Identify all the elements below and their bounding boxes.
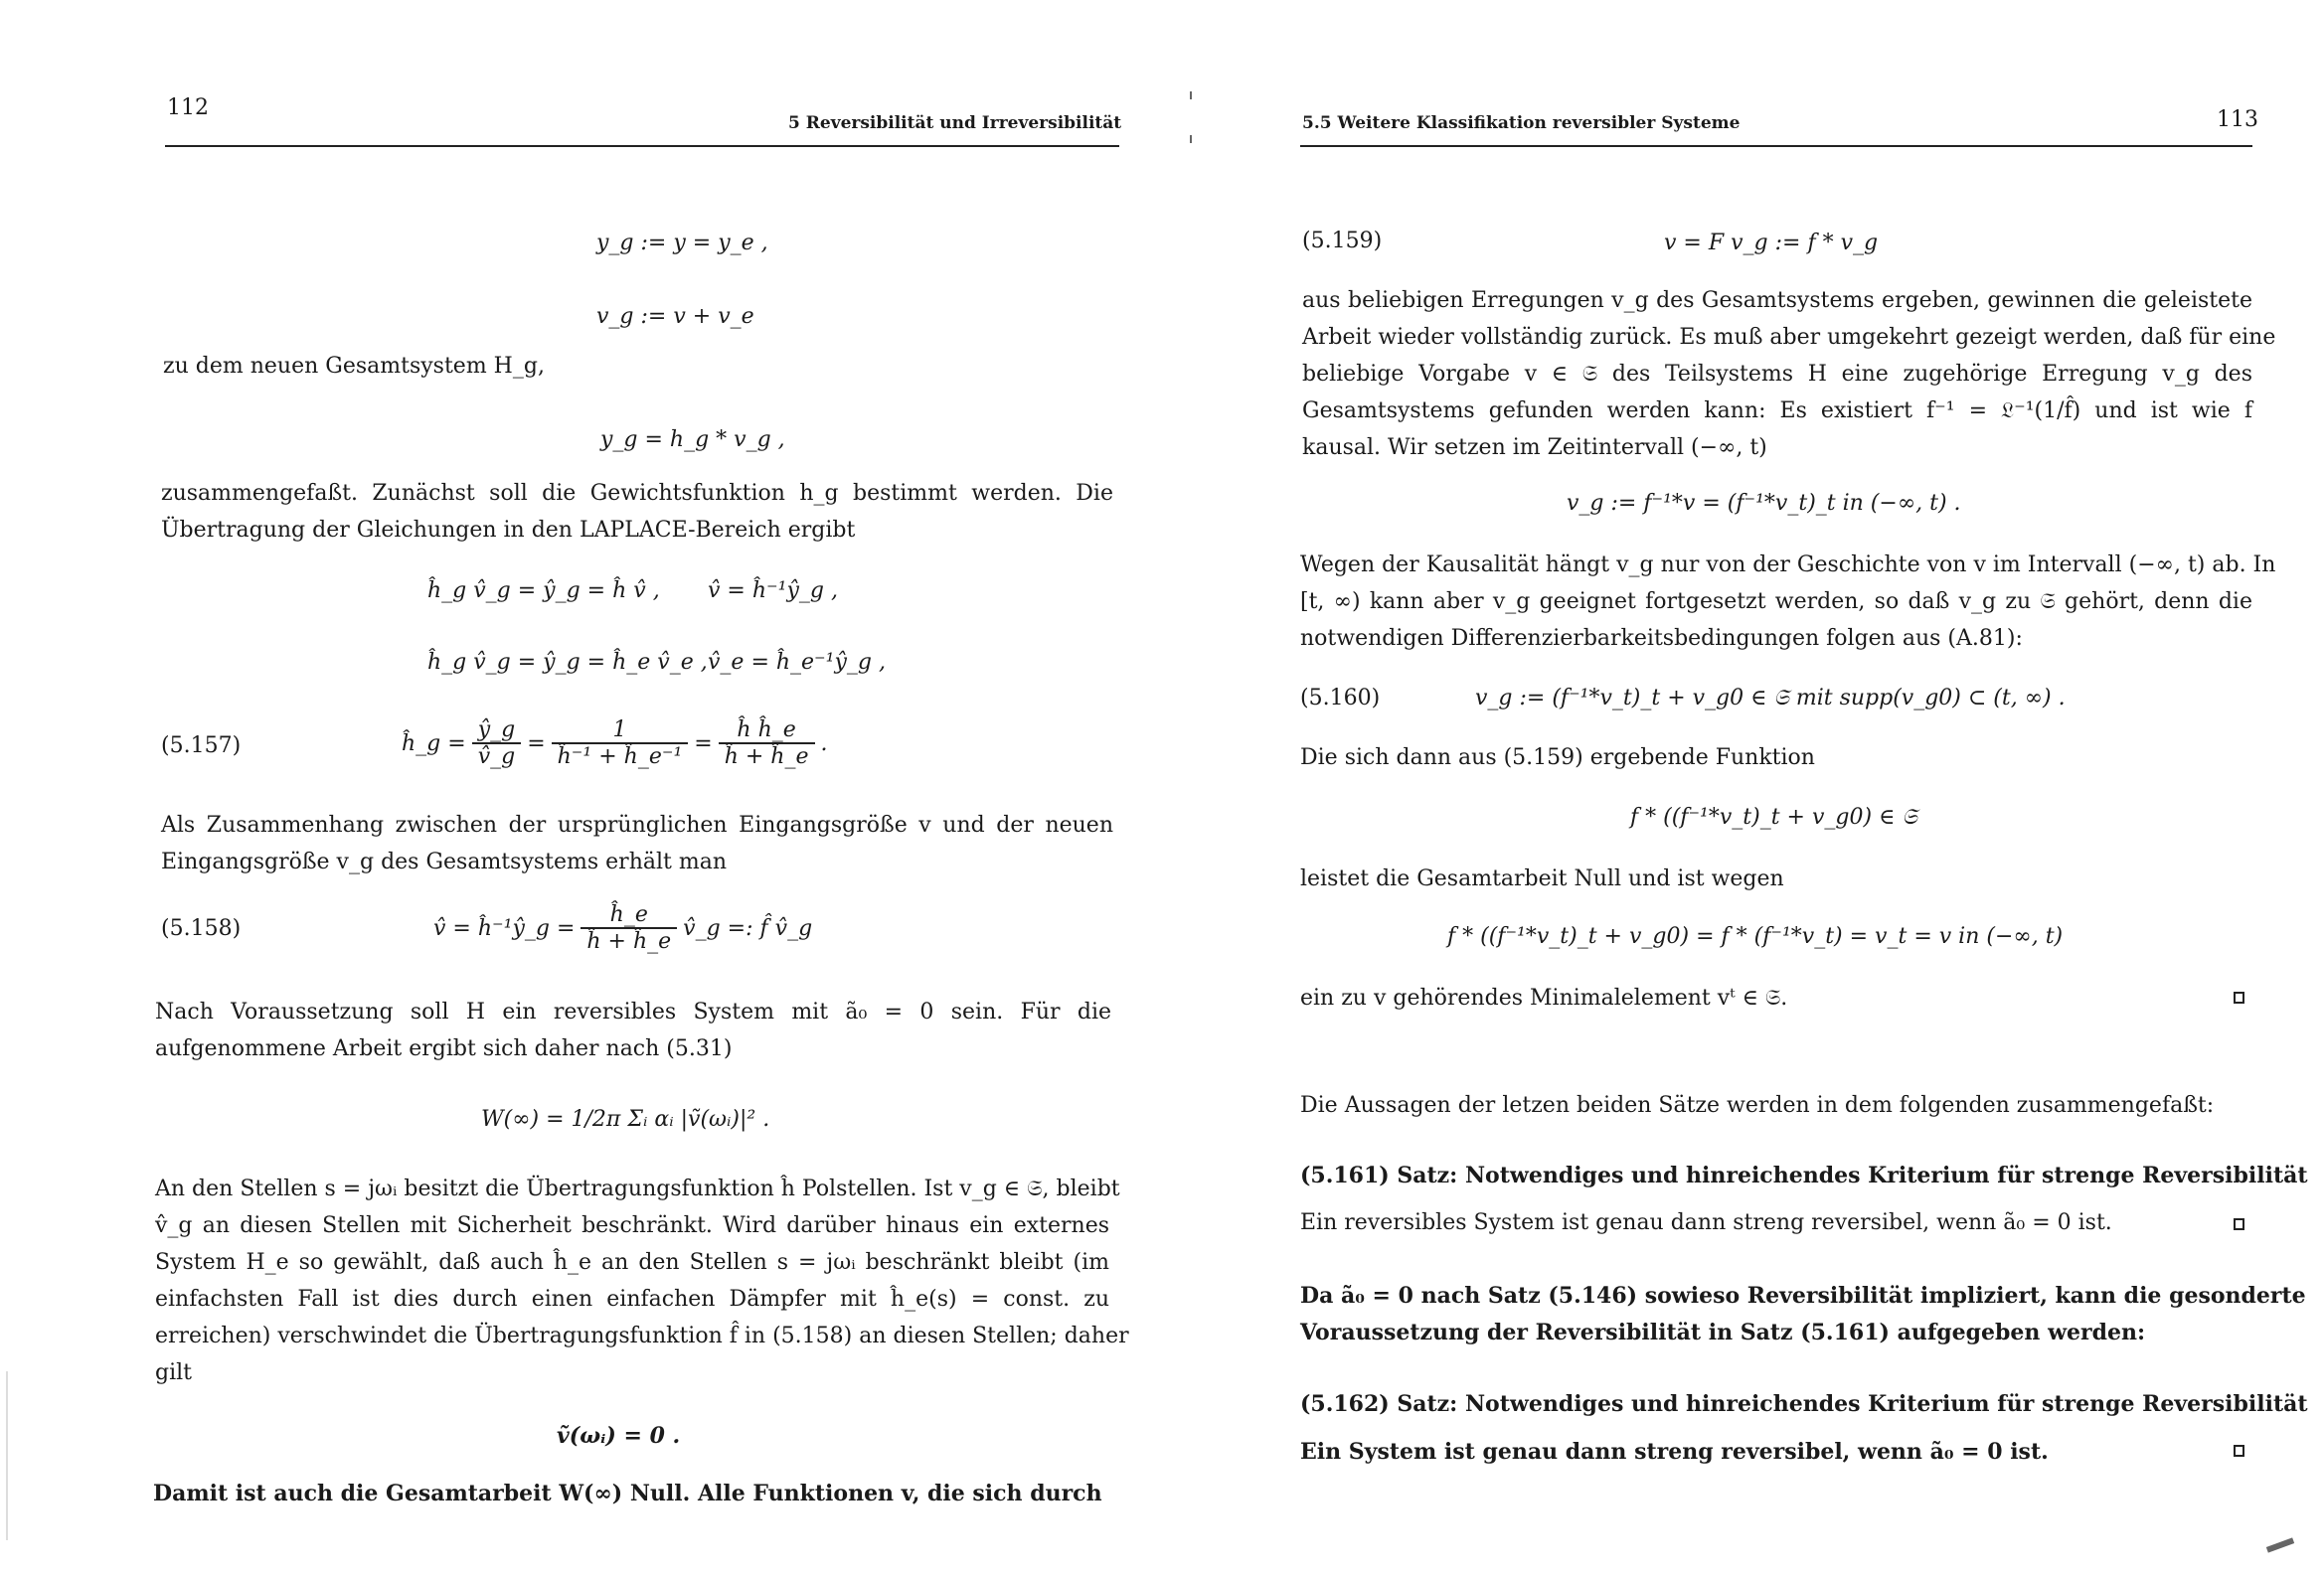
fraction (552, 717, 689, 769)
fraction-denominator: v̂_g (472, 742, 522, 769)
paragraph-erregungen (1302, 282, 2276, 466)
paragraph-line: Als Zusammenhang zwischen der ursprünglichen Eingangsgröße v und der neuen (161, 813, 1113, 838)
page-number: 112 (167, 95, 209, 120)
equation-laplace-2a: ĥ_g v̂_g = ŷ_g = ĥ_e v̂_e , (427, 650, 708, 675)
fraction (472, 717, 522, 769)
paragraph-line: Eingangsgröße v_g des Gesamtsystems erhält man (161, 850, 728, 874)
paragraph-line: kausal. Wir setzen im Zeitintervall (−∞, t) (1302, 435, 1767, 460)
running-head: 5.5 Weitere Klassifikation reversibler Systeme (1302, 113, 1741, 133)
fraction (581, 902, 677, 954)
equation-f-convolution: f * ((f⁻¹*v_t)_t + v_g0) ∈ 𝔖 (1630, 805, 1917, 830)
equation-5158 (433, 902, 812, 954)
paragraph-line: System H_e so gewählt, daß auch ĥ_e an den Stellen s = jωᵢ beschränkt bleibt (im (155, 1250, 1109, 1275)
paragraph-line: zusammengefaßt. Zunächst soll die Gewichtsfunktion h_g bestimmt werden. Die (161, 481, 1113, 506)
paragraph-line: Voraussetzung der Reversibilität in Satz (5.161) aufgegeben werden: (1300, 1320, 2146, 1345)
text-funktion: Die sich dann aus (5.159) ergebende Funktion (1300, 745, 1815, 770)
paragraph-line: beliebige Vorgabe v ∈ 𝔖 des Teilsystems H eine zugehörige Erregung v_g des (1302, 362, 2252, 387)
paragraph-line: v̂_g an diesen Stellen mit Sicherheit beschränkt. Wird darüber hinaus ein externes (155, 1213, 1109, 1238)
paragraph-reversibilitaet (1300, 1278, 2306, 1351)
fraction (719, 717, 815, 769)
paragraph-zusammenhang (161, 807, 1113, 880)
equation-5158-rhs: v̂_g =: f̂ v̂_g (683, 915, 813, 941)
page-number: 113 (2217, 107, 2258, 132)
qed-square-icon (2234, 992, 2244, 1004)
equation-5157-lhs: ĥ_g = (402, 730, 466, 756)
equation-label-5158: (5.158) (161, 916, 242, 941)
equation-laplace-1a: ĥ_g v̂_g = ŷ_g = ĥ v̂ , (427, 578, 660, 603)
theorem-heading-5161: (5.161) Satz: Notwendiges und hinreichendes Kriterium für strenge Reversibilität (1300, 1163, 2308, 1188)
fraction-denominator: ĥ + ĥ_e (719, 742, 815, 769)
equation-vg-definition: v_g := f⁻¹*v = (f⁻¹*v_t)_t in (−∞, t) . (1567, 491, 1961, 516)
paragraph-line: erreichen) verschwindet die Übertragungsfunktion f̂ in (5.158) an diesen Stellen; daher (155, 1324, 1129, 1348)
text-minimalelement: ein zu v gehörendes Minimalelement vᵗ ∈ 𝔖. (1300, 986, 1788, 1011)
fraction-numerator: ŷ_g (477, 717, 516, 742)
paragraph-line: Wegen der Kausalität hängt v_g nur von der Geschichte von v im Intervall (−∞, t) ab. In (1300, 552, 2276, 577)
equation-label-5160: (5.160) (1300, 686, 1381, 710)
header-rule (1300, 145, 2252, 147)
text-gesamtarbeit: Damit ist auch die Gesamtarbeit W(∞) Null. Alle Funktionen v, die sich durch (153, 1481, 1102, 1506)
right-page (1163, 0, 2324, 1577)
paragraph-line: Gesamtsystems gefunden werden kann: Es existiert f⁻¹ = 𝔏⁻¹(1/f̂) und ist wie f (1302, 398, 2252, 423)
paragraph-line: An den Stellen s = jωᵢ besitzt die Übertragungsfunktion ĥ Polstellen. Ist v_g ∈ 𝔖, bleibt (155, 1177, 1120, 1201)
equation-vg: v_g := v + v_e (596, 304, 754, 329)
paragraph-polstellen (155, 1171, 1129, 1391)
equation-work: W(∞) = 1/2π Σᵢ αᵢ |ṽ(ωᵢ)|² . (481, 1107, 770, 1132)
equation-laplace-1b: v̂ = ĥ⁻¹ŷ_g , (708, 578, 838, 603)
text-gesamtsystem: zu dem neuen Gesamtsystem H_g, (163, 354, 545, 379)
paragraph-gewichtsfunktion (161, 475, 1113, 549)
equation-yg: y_g := y = y_e , (596, 231, 768, 255)
equation-5157: ĥ_g = $\frac{ŷ\_g}{v̂\_g}$ = $\frac{1}{\text{ĥ⁻¹ + ĥ\_e⁻¹}}$ = $\frac{\text{ĥ ĥ\_e}}{ĥ + ĥ\_e}$ . (402, 717, 828, 769)
equation-5160: v_g := (f⁻¹*v_t)_t + v_g0 ∈ 𝔖 mit supp(v_g0) ⊂ (t, ∞) . (1475, 686, 2066, 710)
equation-label-5157: (5.157) (161, 733, 242, 758)
qed-square-icon (2234, 1218, 2244, 1230)
equation-5159: v = F v_g := f * v_g (1664, 231, 1879, 255)
paragraph-line: Arbeit wieder vollständig zurück. Es muß aber umgekehrt gezeigt werden, daß für eine (1302, 325, 2276, 350)
equation-zero: ṽ(ωᵢ) = 0 . (557, 1423, 681, 1449)
fraction-denominator: ĥ⁻¹ + ĥ_e⁻¹ (552, 742, 689, 769)
qed-square-icon (2234, 1445, 2244, 1457)
text-aussagen: Die Aussagen der letzen beiden Sätze werden in dem folgenden zusammengefaßt: (1300, 1093, 2215, 1118)
equation-laplace-2b: v̂_e = ĥ_e⁻¹ŷ_g , (708, 650, 886, 675)
paragraph-line: Übertragung der Gleichungen in den LAPLACE-Bereich ergibt (161, 518, 856, 543)
equation-yg-convolution: y_g = h_g * v_g , (600, 427, 785, 452)
theorem-text-5162: Ein System ist genau dann streng reversibel, wenn ã₀ = 0 ist. (1300, 1439, 2049, 1465)
paragraph-line: gilt (155, 1360, 192, 1385)
paragraph-line: aufgenommene Arbeit ergibt sich daher nach (5.31) (155, 1036, 733, 1061)
equation-minimal: f * ((f⁻¹*v_t)_t + v_g0) = f * (f⁻¹*v_t) = v_t = v in (−∞, t) (1447, 924, 2064, 949)
header-rule (165, 145, 1119, 147)
scan-edge (6, 1371, 8, 1540)
paragraph-line: aus beliebigen Erregungen v_g des Gesamtsystems ergeben, gewinnen die geleistete (1302, 288, 2252, 313)
fraction-numerator: 1 (612, 717, 627, 742)
text-gesamtarbeit-null: leistet die Gesamtarbeit Null und ist wegen (1300, 867, 1784, 891)
theorem-heading-5162: (5.162) Satz: Notwendiges und hinreichendes Kriterium für strenge Reversibilität (1300, 1391, 2308, 1417)
paragraph-line: Nach Voraussetzung soll H ein reversibles System mit ã₀ = 0 sein. Für die (155, 1000, 1111, 1025)
fraction-denominator: ĥ + ĥ_e (581, 927, 677, 954)
equation-label-5159: (5.159) (1302, 229, 1383, 253)
paragraph-line: Da ã₀ = 0 nach Satz (5.146) sowieso Reversibilität impliziert, kann die gesonderte (1300, 1283, 2306, 1309)
fraction-numerator: ĥ_e (609, 902, 648, 927)
paragraph-line: notwendigen Differenzierbarkeitsbedingungen folgen aus (A.81): (1300, 626, 2023, 651)
paragraph-line: [t, ∞) kann aber v_g geeignet fortgesetzt werden, so daß v_g zu 𝔖 gehört, denn die (1300, 589, 2252, 614)
paragraph-voraussetzung (155, 994, 1111, 1067)
running-head: 5 Reversibilität und Irreversibilität (788, 113, 1122, 133)
scan-speck (2266, 1537, 2294, 1552)
theorem-text-5161: Ein reversibles System ist genau dann streng reversibel, wenn ã₀ = 0 ist. (1300, 1210, 2112, 1235)
fraction-numerator: ĥ ĥ_e (737, 717, 796, 742)
paragraph-kausalitaet (1300, 547, 2276, 657)
equation-5158-lhs: v̂ = ĥ⁻¹ŷ_g = (433, 915, 576, 941)
paragraph-line: einfachsten Fall ist dies durch einen einfachen Dämpfer mit ĥ_e(s) = const. zu (155, 1287, 1109, 1312)
